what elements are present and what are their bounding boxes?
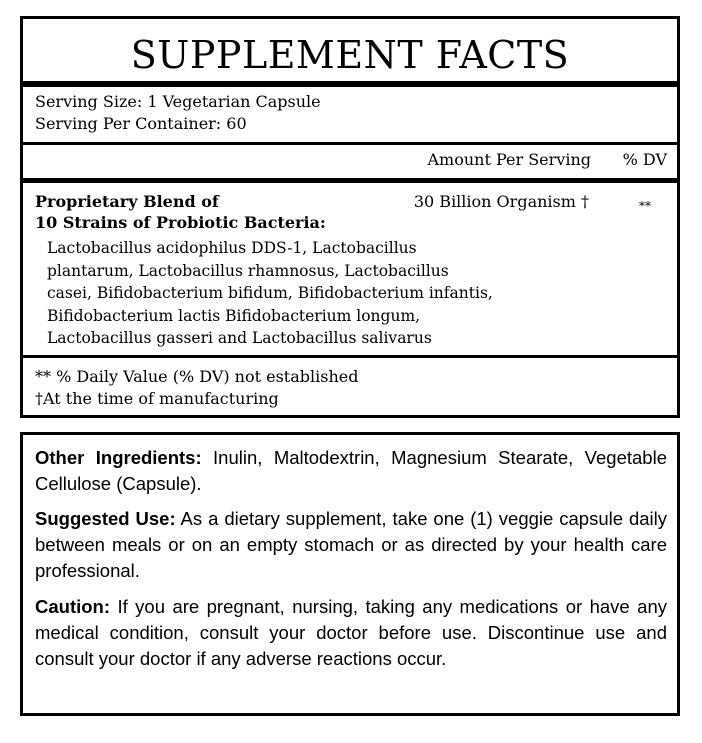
suggested-use-text: As a dietary supplement, take one (1) veggie capsule daily between meals or on an empty stomach or as directed by your health care professional. [35,508,668,581]
strain-list [47,237,607,350]
other-ingredients [35,445,667,497]
footnote-daily-value: ** % Daily Value (% DV) not established [35,367,359,386]
divider-footnotes [23,355,677,358]
caution-label: Caution: [35,596,111,617]
strain-line: casei, Bifidobacterium bifidum, Bifidobacterium infantis, [47,284,493,302]
blend-daily-value: ** [639,199,651,213]
suggested-use-label: Suggested Use: [35,508,176,529]
other-ingredients-label: Other Ingredients: [35,447,202,468]
other-ingredients-text: Inulin, Maltodextrin, Magnesium Stearate, Vegetable Cellulose (Capsule). [35,447,667,494]
caution [35,594,667,672]
serving-size: Serving Size: 1 Vegetarian Capsule [35,92,321,111]
servings-per-container: Serving Per Container: 60 [35,114,247,133]
blend-name-line-1: Proprietary Blend of [35,192,219,211]
footnote-manufacturing: †At the time of manufacturing [35,389,279,408]
suggested-use [35,506,667,584]
strain-line: Bifidobacterium lactis Bifidobacterium longum, [47,306,421,325]
divider-header [23,178,677,183]
strain-line: Lactobacillus gasseri and Lactobacillus salivarus [47,329,432,347]
strain-line: plantarum, Lactobacillus rhamnosus, Lactobacillus [47,261,449,280]
amount-per-serving-header: Amount Per Serving [427,150,591,169]
daily-value-header: % DV [622,150,667,169]
strain-line: Lactobacillus acidophilus DDS-1, Lactobacillus [47,239,417,257]
blend-name-line-2: 10 Strains of Probiotic Bacteria: [35,213,326,232]
supplement-facts-panel [20,16,680,418]
panel-title: SUPPLEMENT FACTS [130,33,570,77]
divider-serving [23,142,677,145]
other-info-panel [20,432,680,716]
caution-text: If you are pregnant, nursing, taking any medications or have any medical condition, consult your doctor before use. Discontinue use and consult your doctor if any adverse reactions occur. [35,596,667,669]
divider-thick-top [23,81,677,87]
blend-amount: 30 Billion Organism † [413,192,589,211]
